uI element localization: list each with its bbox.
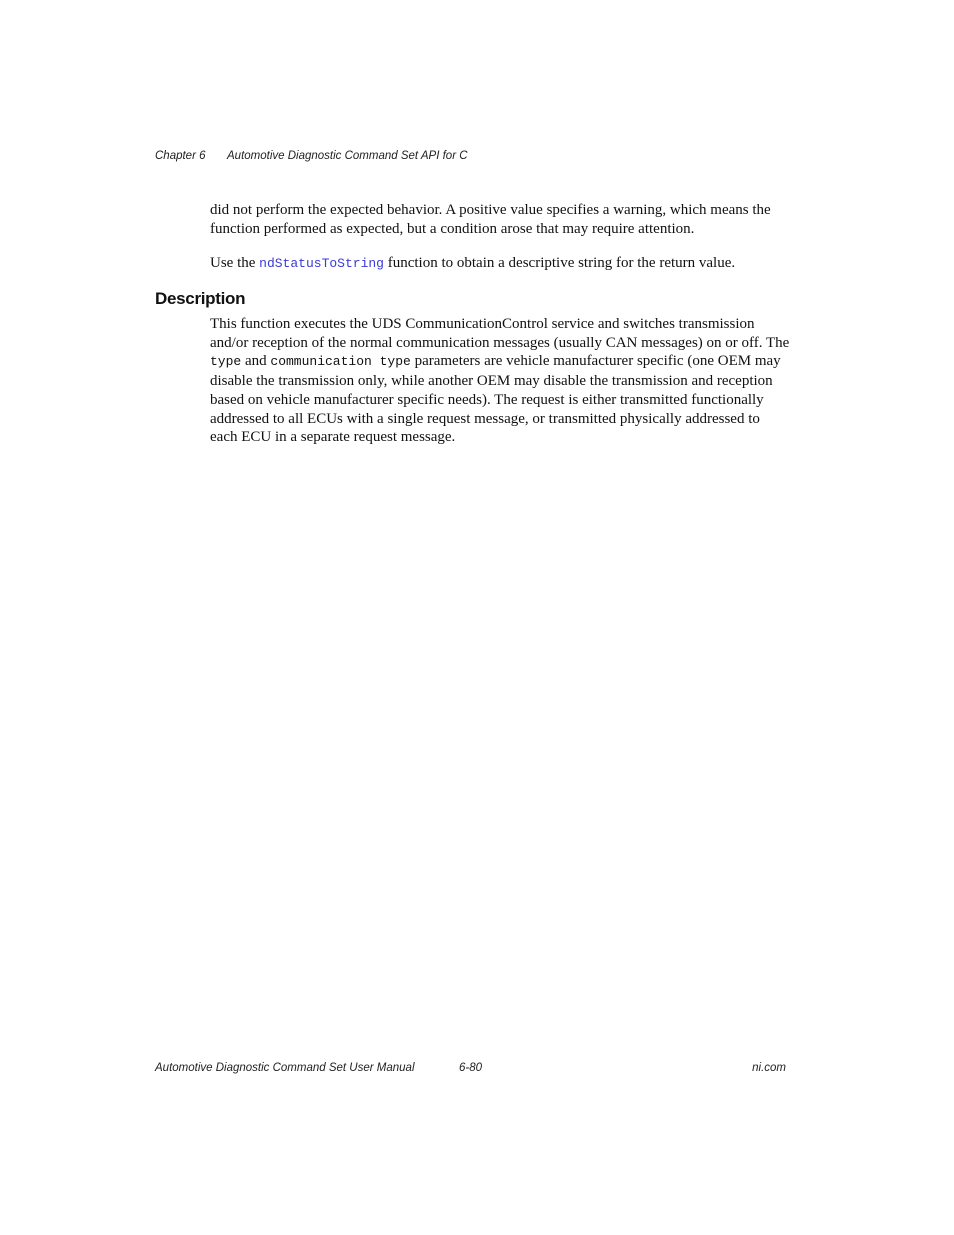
description-text-part3: parameters are vehicle manufacturer specific (one OEM may disable the transmission only, while another OEM may disable the transmission and reception based on vehicle manufacturer specific needs). The request is either transmitted functionally addressed to all ECUs with a single request message, or transmitted physically addressed to each ECU in a separate request message. <box>210 353 781 446</box>
communication-type-param-code: communication type <box>270 354 411 370</box>
return-value-paragraph <box>210 201 790 238</box>
footer-manual-title: Automotive Diagnostic Command Set User Manual <box>155 1062 415 1074</box>
description-text <box>210 315 790 447</box>
status-text-before: Use the <box>210 255 260 271</box>
description-text-part2: and <box>241 353 271 370</box>
status-text-after: function to obtain a descriptive string for the return value. <box>383 255 736 271</box>
status-to-string-text <box>210 254 790 274</box>
running-header <box>155 150 468 162</box>
chapter-label: Chapter 6 <box>155 150 206 162</box>
description-heading: Description <box>155 289 246 308</box>
type-param-code: type <box>210 354 242 370</box>
return-value-text: did not perform the expected behavior. A positive value specifies a warning, which means the function performed as expected, but a condition arose that may require attention. <box>210 202 771 237</box>
description-text-part1: This function executes the UDS CommunicationControl service and switches transmission and/or reception of the normal communication messages (usually CAN messages) on or off. The <box>210 316 790 351</box>
chapter-title: Automotive Diagnostic Command Set API for C <box>227 150 468 162</box>
status-to-string-paragraph <box>210 254 790 274</box>
footer-website: ni.com <box>752 1062 786 1074</box>
description-paragraph <box>210 315 790 447</box>
footer-page-number: 6-80 <box>459 1062 483 1074</box>
ndstatustostring-link[interactable]: ndStatusToString <box>259 256 384 271</box>
